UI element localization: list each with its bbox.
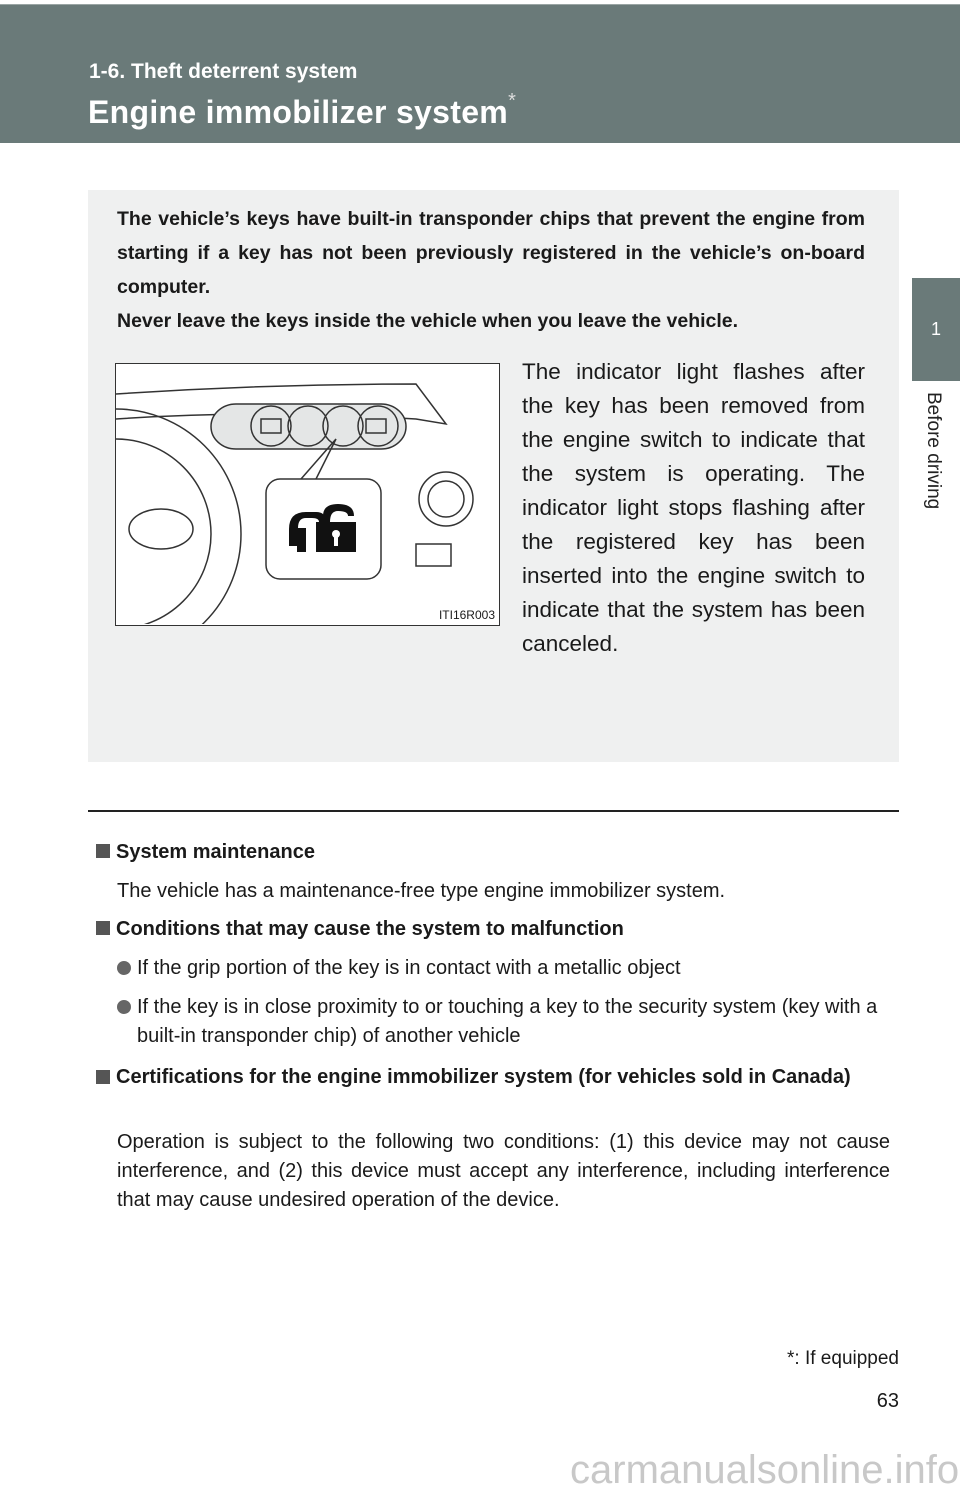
square-bullet-icon (96, 921, 110, 935)
intro-text (117, 202, 865, 338)
square-bullet-icon (96, 844, 110, 858)
list-item-text: If the key is in close proximity to or touching a key to the security system (key with a built-in transponder chip) of another vehicle (137, 996, 878, 1047)
square-bullet-icon (96, 1070, 110, 1084)
chapter-tab[interactable]: 1 (912, 278, 960, 381)
title-text: Engine immobilizer system (88, 94, 509, 130)
page-title (88, 90, 517, 131)
list-item (117, 993, 890, 1051)
heading-certifications (96, 1063, 890, 1092)
heading-text: Certifications for the engine immobilizer system (for vehicles sold in Canada) (116, 1066, 851, 1088)
illustration-id: ITI16R003 (438, 608, 495, 622)
divider (88, 810, 899, 812)
bullet-icon (117, 961, 131, 975)
heading-text: Conditions that may cause the system to malfunction (116, 918, 624, 940)
chapter-label: Before driving (923, 392, 944, 510)
heading-system-maintenance (96, 841, 315, 864)
indicator-description: The indicator light flashes after the key has been removed from the engine switch to indicate that the system is operating. The indicator light stops flashing after the registered key has been inserted into the engine switch to indicate that the system has been canceled. (522, 359, 865, 656)
heading-text: System maintenance (116, 841, 315, 863)
dashboard-drawing (116, 364, 498, 624)
dashboard-illustration (115, 363, 500, 626)
list-item (117, 954, 890, 983)
list-item-text: If the grip portion of the key is in contact with a metallic object (137, 957, 681, 979)
paragraph: The vehicle has a maintenance-free type engine immobilizer system. (117, 880, 726, 902)
section-title: 1-6. Theft deterrent system (89, 60, 358, 83)
paragraph: Operation is subject to the following two conditions: (1) this device may not cause interference, and (2) this device must accept any interference, including interference that may cause undesired operation of the device. (117, 1131, 890, 1211)
page-number: 63 (876, 1390, 899, 1412)
footnote: *: If equipped (787, 1348, 899, 1369)
watermark: carmanualsonline.info (570, 1448, 960, 1492)
intro-line1: The vehicle’s keys have built-in transponder chips that prevent the engine from starting if a key has not been previously registered in the vehicle’s on-board computer. (117, 208, 865, 298)
heading-malfunction-conditions (96, 918, 624, 941)
if-equipped-mark: * (508, 90, 517, 112)
intro-line2: Never leave the keys inside the vehicle when you leave the vehicle. (117, 310, 739, 332)
bullet-icon (117, 1000, 131, 1014)
